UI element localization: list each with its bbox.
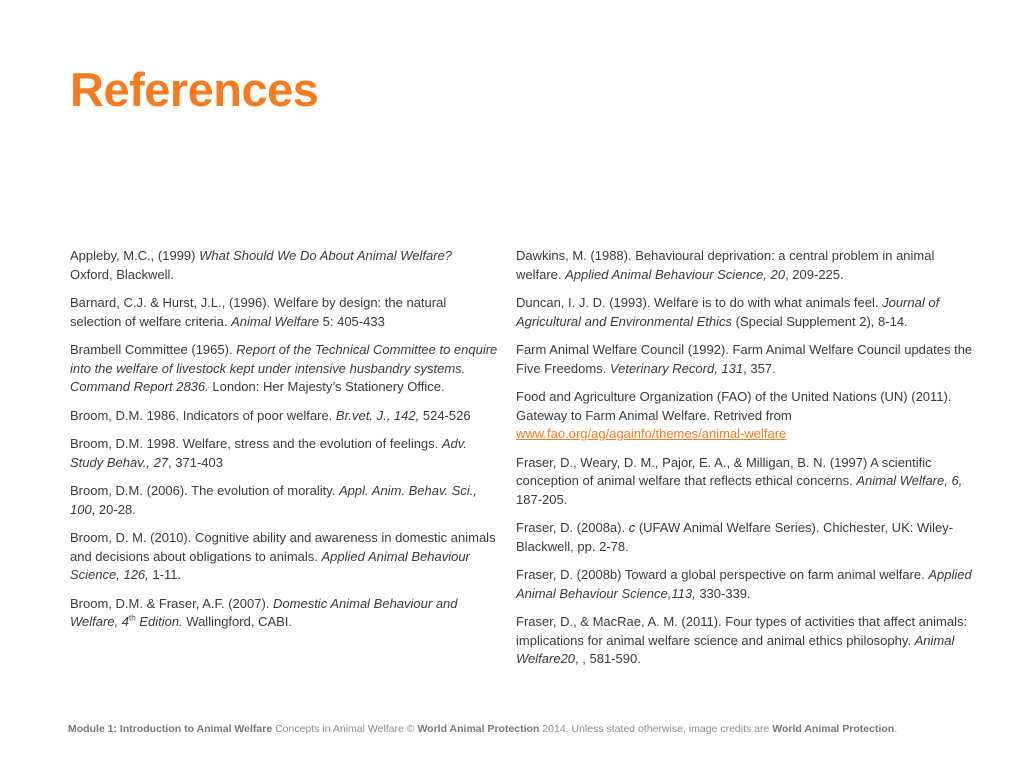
reference-details: London: Her Majesty’s Stationery Office. (208, 379, 445, 394)
reference-title: Br.vet. J., 142, (335, 407, 420, 423)
reference-title: Applied Animal Behaviour Science,113, (516, 567, 972, 601)
reference-details: Oxford, Blackwell. (70, 266, 175, 282)
reference-item (70, 595, 500, 632)
reference-details: , (575, 651, 583, 666)
reference-item (70, 341, 500, 397)
footer-concepts: Concepts in Animal Welfare © (272, 723, 418, 735)
reference-text: Broom, D. M. (2010). Cognitive ability and awareness in domestic animals and decisions about obligations to animals. (70, 530, 496, 564)
reference-item (70, 529, 500, 585)
reference-text: Broom, D.M. 1998. Welfare, stress and the evolution of feelings. (70, 436, 442, 451)
reference-link[interactable]: www.fao.org/ag/againfo/themes/animal-welfare (516, 426, 787, 441)
reference-details: , 20-28. (91, 501, 136, 517)
reference-title: Animal Welfare, 6, (856, 473, 963, 488)
reference-text: Appleby, M.C., (1999) (70, 248, 200, 263)
reference-item (516, 341, 976, 378)
reference-item (516, 247, 976, 284)
reference-text: Barnard, C.J. & Hurst, J.L., (1996). Welfare by design: the natural selection of welfare criteria. (70, 295, 447, 329)
reference-details: , 371-403 (168, 454, 223, 470)
reference-item (516, 566, 976, 603)
reference-text: Fraser, D., & MacRae, A. M. (2011). Four types of activities that affect animals: implications for animal welfare science and animal ethics philosophy. (516, 614, 968, 648)
reference-title: What Should We Do About Animal Welfare? (199, 248, 452, 263)
footer (68, 723, 978, 735)
footer-end: . (894, 723, 898, 735)
reference-title: Veterinary Record, 131 (609, 360, 744, 376)
reference-text: Dawkins, M. (1988). Behavioural deprivation: a central problem in animal welfare. (516, 248, 935, 282)
reference-item (516, 519, 976, 556)
reference-title: Animal Welfare (231, 313, 320, 329)
reference-text: Broom, D.M. & Fraser, A.F. (2007). (70, 595, 274, 611)
reference-title-extra: 20 (560, 651, 576, 666)
reference-title: Appl. Anim. Behav. Sci., 100 (70, 483, 478, 517)
reference-title-extra: Edition. (135, 614, 183, 629)
reference-title: Adv. Study Behav., 27 (70, 436, 467, 470)
reference-title: Applied Animal Behaviour Science, 126, (70, 548, 470, 582)
references-left-column (70, 247, 500, 642)
reference-title: Domestic Animal Behaviour and Welfare, 4 (70, 595, 458, 629)
reference-details-extra: , 581-590. (582, 651, 641, 666)
reference-title: Journal of Agricultural and Environmental Ethics (516, 295, 940, 329)
reference-item (70, 435, 500, 472)
reference-text: Broom, D.M. 1986. Indicators of poor welfare. (70, 407, 336, 423)
reference-title: c (628, 520, 636, 535)
reference-title: Report of the Technical Committee to enquire into the welfare of livestock kept under intensive husbandry systems. Command Report 2836. (70, 342, 498, 394)
reference-details: 524-526 (419, 407, 471, 423)
reference-item (516, 613, 976, 669)
footer-org-credit: World Animal Protection (772, 723, 895, 735)
reference-item (516, 454, 976, 510)
reference-text: Farm Animal Welfare Council (1992). Farm Animal Welfare Council updates the Five Freedoms. (516, 342, 973, 376)
reference-details: Wallingford, CABI. (182, 614, 293, 629)
footer-year-text: 2014. Unless stated otherwise, image credits are (539, 723, 773, 735)
reference-text: Fraser, D. (2008b) Toward a global perspective on farm animal welfare. (516, 567, 929, 582)
reference-item (70, 294, 500, 331)
footer-org: World Animal Protection (417, 723, 540, 735)
reference-text: Fraser, D. (2008a). (516, 520, 629, 535)
reference-text: Brambell Committee (1965). (70, 342, 237, 357)
reference-details: , 357. (743, 360, 776, 376)
reference-details: 187-205. (516, 491, 568, 507)
reference-text: Duncan, I. J. D. (1993). Welfare is to do with what animals feel. (516, 295, 883, 310)
reference-text: Broom, D.M. (2006). The evolution of morality. (70, 483, 340, 498)
footer-module: Module 1: Introduction to Animal Welfare (68, 723, 273, 735)
reference-details: (UFAW Animal Welfare Series). Chichester, UK: Wiley-Blackwell, pp. 2-78. (516, 520, 954, 554)
reference-text: Fraser, D., Weary, D. M., Pajor, E. A., & Milligan, B. N. (1997) A scientific conception of animal welfare that reflects ethical concerns. (516, 454, 932, 488)
page-title: References (70, 63, 319, 116)
reference-item (70, 407, 500, 426)
reference-details: 5: 405-433 (319, 313, 385, 329)
reference-item (70, 482, 500, 519)
references-right-column (516, 247, 976, 679)
reference-text: Food and Agriculture Organization (FAO) of the United Nations (UN) (2011). Gateway to Farm Animal Welfare. Retrived from (516, 389, 952, 423)
reference-details: 1-11. (148, 567, 182, 582)
reference-details: , 209-225. (785, 266, 844, 282)
reference-details: (Special Supplement 2), 8-14. (732, 313, 908, 329)
reference-details: 330-339. (695, 585, 751, 601)
reference-item (516, 294, 976, 331)
reference-superscript: th (129, 613, 136, 623)
reference-item (516, 388, 976, 444)
reference-title: Applied Animal Behaviour Science, 20 (565, 266, 786, 282)
reference-item (70, 247, 500, 284)
reference-title: Animal Welfare (516, 632, 955, 666)
